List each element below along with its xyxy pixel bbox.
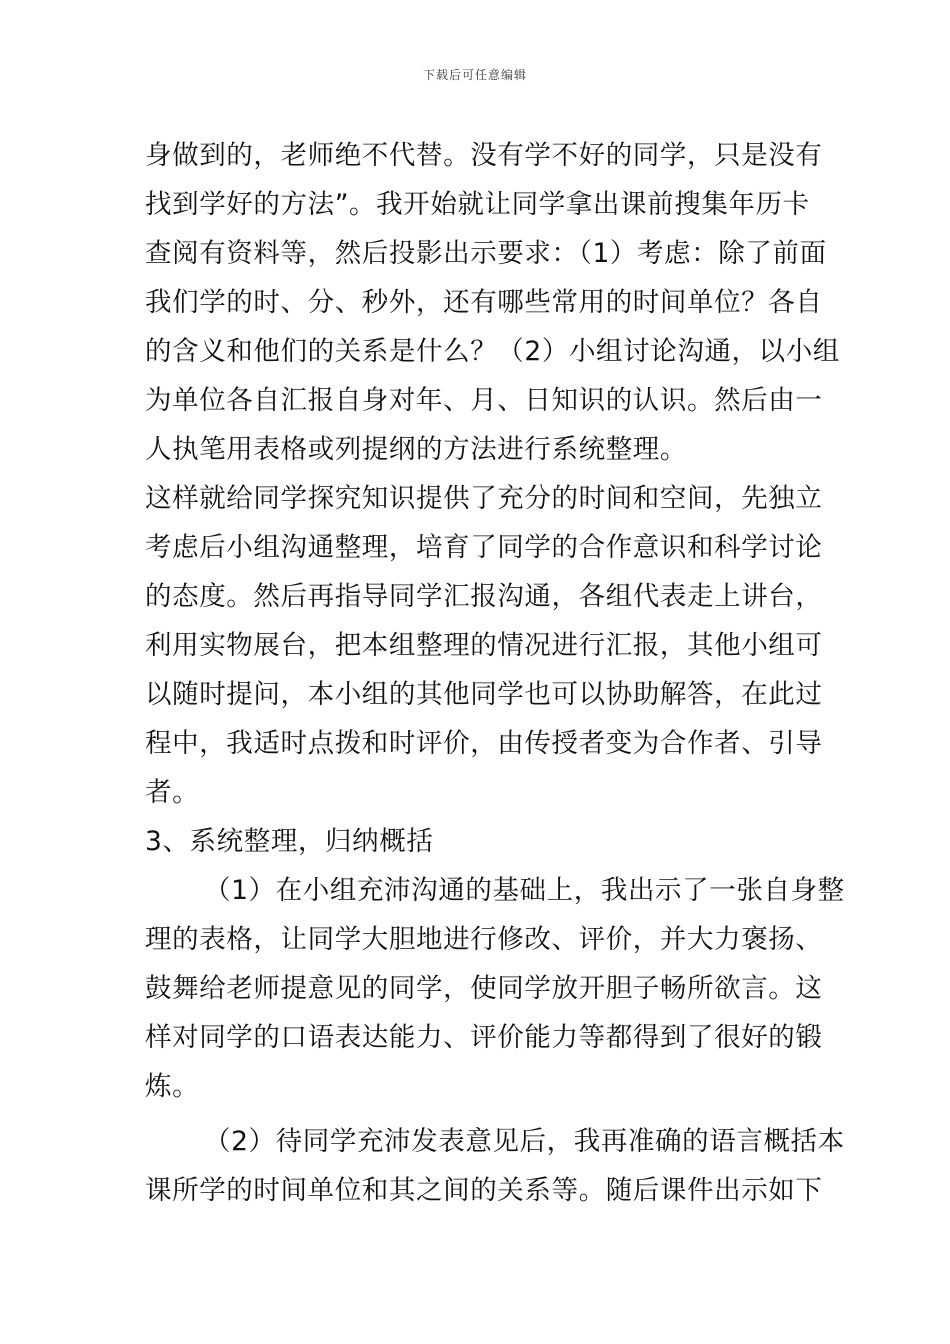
paragraph-2 <box>145 474 823 817</box>
text-line: 理的表格，让同学大胆地进行修改、评价，并大力褒扬、 <box>145 924 823 955</box>
text-line: 考虑后小组沟通整理，培育了同学的合作意识和科学讨论 <box>145 532 823 563</box>
text-line: 查阅有资料等，然后投影出示要求：（1）考虑：除了前面 <box>145 238 827 269</box>
text-line: 课所学的时间单位和其之间的关系等。随后课件出示如下 <box>145 1175 823 1206</box>
text-line: 利用实物展台，把本组整理的情况进行汇报，其他小组可 <box>145 630 823 661</box>
page-header: 下载后可任意编辑 <box>422 68 527 82</box>
document-body <box>145 131 845 1215</box>
text-line: 为单位各自汇报自身对年、月、日知识的认识。然后由一 <box>145 385 823 416</box>
text-line: 人执笔用表格或列提纲的方法进行系统整理。 <box>145 434 687 465</box>
text-line: 的态度。然后再指导同学汇报沟通，各组代表走上讲台， <box>145 581 823 612</box>
text-line: 炼。 <box>145 1071 200 1102</box>
section-heading <box>145 817 810 866</box>
text-line: 找到学好的方法”。我开始就让同学拿出课前搜集年历卡 <box>145 189 810 220</box>
text-line: 以随时提问，本小组的其他同学也可以协助解答，在此过 <box>145 679 823 710</box>
paragraph-1 <box>145 131 840 474</box>
text-line: （1）在小组充沛沟通的基础上，我出示了一张自身整 <box>204 875 845 906</box>
text-line: 程中，我适时点拨和时评价，由传授者变为合作者、引导 <box>145 728 823 759</box>
text-line: 鼓舞给老师提意见的同学，使同学放开胆子畅所欲言。这 <box>145 973 823 1004</box>
text-line: 样对同学的口语表达能力、评价能力等都得到了很好的锻 <box>145 1022 823 1053</box>
paragraph-4 <box>145 1117 845 1215</box>
text-line: 我们学的时、分、秒外，还有哪些常用的时间单位？各自 <box>145 287 823 318</box>
text-line: 这样就给同学探究知识提供了充分的时间和空间，先独立 <box>145 483 823 514</box>
section-heading-text: 3、系统整理，归纳概括 <box>145 826 434 857</box>
text-line: 身做到的，老师绝不代替。没有学不好的同学，只是没有 <box>145 140 823 171</box>
text-line: 者。 <box>145 777 200 808</box>
paragraph-3 <box>145 866 845 1111</box>
text-line: 的含义和他们的关系是什么？（2）小组讨论沟通，以小组 <box>145 336 840 367</box>
text-line: （2）待同学充沛发表意见后，我再准确的语言概括本 <box>204 1126 845 1157</box>
